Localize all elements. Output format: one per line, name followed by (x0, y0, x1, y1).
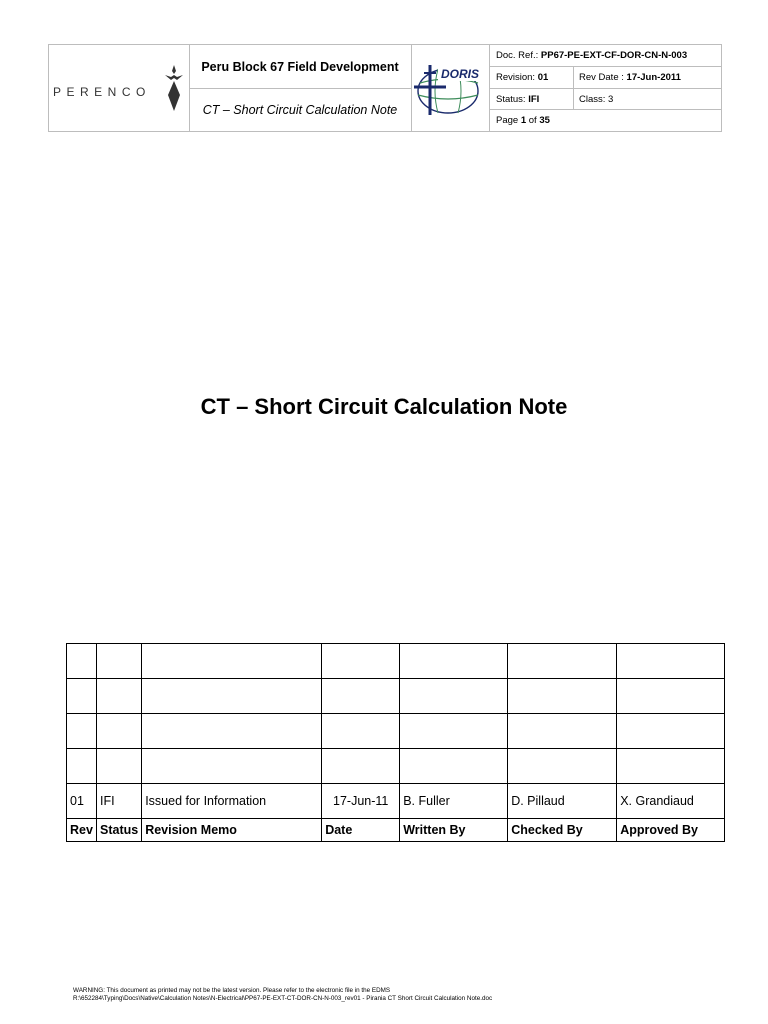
table-cell (400, 714, 508, 749)
column-header: Revision Memo (142, 819, 322, 842)
table-cell (67, 644, 97, 679)
table-cell (97, 644, 142, 679)
page-indicator: Page 1 of 35 (496, 115, 550, 126)
footer-path: R:\652284\Typing\Docs\Native\Calculation Notes\N-Electrical\PP67-PE-EXT-CT-DOR-CN-N-003_rev01 - Pirania CT Short Circuit Calculation Note.doc (73, 995, 493, 1002)
main-title: CT – Short Circuit Calculation Note (200, 394, 568, 419)
table-cell (617, 749, 725, 784)
table-cell (142, 679, 322, 714)
table-cell (322, 749, 400, 784)
project-title: Peru Block 67 Field Development (201, 59, 399, 74)
table-cell: 17-Jun-11 (322, 784, 400, 819)
table-cell: IFI (97, 784, 142, 819)
table-header-row (67, 819, 725, 842)
doris-logo (412, 53, 489, 123)
document-header (48, 44, 722, 132)
column-header: Approved By (617, 819, 725, 842)
doris-wordmark: DORIS (440, 67, 480, 81)
table-row (67, 679, 725, 714)
table-cell (508, 644, 617, 679)
table-row (67, 714, 725, 749)
table-cell (617, 644, 725, 679)
column-header: Status (97, 819, 142, 842)
table-cell: X. Grandiaud (617, 784, 725, 819)
revision-table (66, 643, 725, 842)
table-cell (142, 749, 322, 784)
table-cell (67, 714, 97, 749)
table-cell (67, 679, 97, 714)
column-header: Rev (67, 819, 97, 842)
document-subtitle: CT – Short Circuit Calculation Note (202, 103, 398, 117)
table-row (67, 644, 725, 679)
column-header: Date (322, 819, 400, 842)
footer (73, 987, 492, 1003)
table-cell (508, 679, 617, 714)
perenco-logo (53, 63, 185, 115)
table-cell (142, 644, 322, 679)
rev-date: Rev Date : 17-Jun-2011 (579, 72, 681, 83)
doc-ref: Doc. Ref.: PP67-PE-EXT-CF-DOR-CN-N-003 (496, 50, 688, 61)
table-cell (142, 714, 322, 749)
table-cell (617, 714, 725, 749)
status: Status: IFI (496, 94, 540, 105)
table-cell (508, 714, 617, 749)
table-row (67, 784, 725, 819)
table-cell (322, 714, 400, 749)
table-cell (322, 644, 400, 679)
table-cell: D. Pillaud (508, 784, 617, 819)
table-cell: Issued for Information (142, 784, 322, 819)
class: Class: 3 (579, 94, 614, 105)
table-cell (508, 749, 617, 784)
table-row (67, 749, 725, 784)
table-cell (400, 749, 508, 784)
table-cell (617, 679, 725, 714)
ermine-icon (163, 65, 185, 111)
table-cell (400, 679, 508, 714)
column-header: Checked By (508, 819, 617, 842)
revision: Revision: 01 (496, 72, 549, 83)
table-cell: B. Fuller (400, 784, 508, 819)
table-cell (97, 679, 142, 714)
company-name: PERENCO (53, 85, 151, 99)
table-cell (322, 679, 400, 714)
table-cell (97, 749, 142, 784)
footer-warning: WARNING: This document as printed may not be the latest version. Please refer to the electronic file in the EDMS (73, 987, 391, 994)
table-cell: 01 (67, 784, 97, 819)
table-cell (97, 714, 142, 749)
table-cell (67, 749, 97, 784)
table-cell (400, 644, 508, 679)
column-header: Written By (400, 819, 508, 842)
